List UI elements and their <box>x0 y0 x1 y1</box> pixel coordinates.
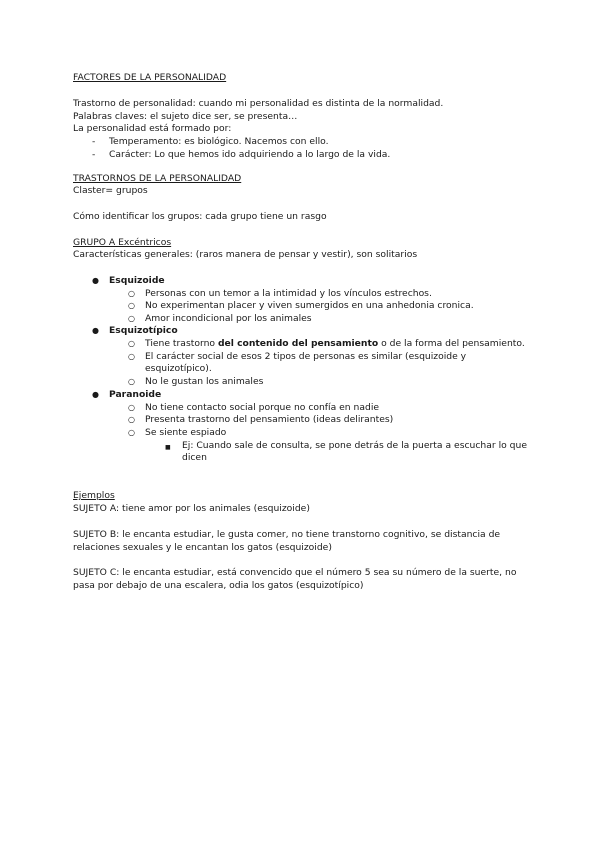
grupo-a-heading: GRUPO A Excéntricos <box>73 237 172 248</box>
intro-composition: La personalidad está formado por: <box>73 123 232 134</box>
esquizotipico-label: Esquizotípico <box>109 325 178 336</box>
temperamento-text: Temperamento: es biológico. Nacemos con ello. <box>109 136 329 147</box>
paranoide-item: Se siente espiado <box>145 427 227 438</box>
bullet-circle: ○ <box>128 352 135 361</box>
bullet-circle: ○ <box>128 428 135 437</box>
bullet-circle: ○ <box>128 289 135 298</box>
esquizoide-item: No experimentan placer y viven sumergidos en una anhedonia cronica. <box>145 300 474 311</box>
esquizoide-label: Esquizoide <box>109 275 165 286</box>
esquizotipico-item: No le gustan los animales <box>145 376 264 387</box>
sujeto-c-text: SUJETO C: le encanta estudiar, está convencido que el número 5 sea su número de la suerte, no pasa por debajo de una escalera, odia los gatos (esquizotípico) <box>73 567 517 591</box>
paranoide-example: Ej: Cuando sale de consulta, se pone detrás de la puerta a escuchar lo que dicen <box>182 440 527 463</box>
ejemplos-heading: Ejemplos <box>73 490 115 501</box>
caracter-text: Carácter: Lo que hemos ido adquiriendo a lo largo de la vida. <box>109 149 391 160</box>
paranoide-item: Presenta trastorno del pensamiento (ideas delirantes) <box>145 414 394 425</box>
identificar-text: Cómo identificar los grupos: cada grupo tiene un rasgo <box>73 211 327 222</box>
esquizotipico-item <box>145 338 525 350</box>
dash-marker: - <box>92 136 96 147</box>
esquizoide-item: Personas con un temor a la intimidad y los vínculos estrechos. <box>145 288 432 299</box>
dash-marker: - <box>92 149 96 160</box>
bullet-circle: ○ <box>128 415 135 424</box>
intro-definition: Trastorno de personalidad: cuando mi personalidad es distinta de la normalidad. <box>73 98 444 109</box>
bullet-circle: ○ <box>128 301 135 310</box>
page-title: FACTORES DE LA PERSONALIDAD <box>73 72 227 83</box>
sujeto-b-text: SUJETO B: le encanta estudiar, le gusta comer, no tiene transtorno cognitivo, se distancia de relaciones sexuales y le encantan los gatos (esquizoide) <box>73 529 501 553</box>
bullet-square: ■ <box>165 444 171 451</box>
esquizoide-item: Amor incondicional por los animales <box>145 313 312 324</box>
bullet-disc: ● <box>92 276 99 285</box>
paranoide-item: No tiene contacto social porque no confía en nadie <box>145 402 380 413</box>
sujeto-a-text: SUJETO A: tiene amor por los animales (esquizoide) <box>73 503 310 514</box>
bullet-disc: ● <box>92 390 99 399</box>
claster-text: Claster= grupos <box>73 185 148 196</box>
bullet-circle: ○ <box>128 314 135 323</box>
bullet-circle: ○ <box>128 377 135 386</box>
intro-keywords: Palabras claves: el sujeto dice ser, se presenta… <box>73 111 298 122</box>
item-bold-text: del contenido del pensamiento <box>217 338 379 349</box>
bullet-circle: ○ <box>128 403 135 412</box>
bullet-circle: ○ <box>128 339 135 348</box>
paranoide-label: Paranoide <box>109 389 162 400</box>
item-text: Tiene trastorno <box>145 338 218 349</box>
trastornos-heading: TRASTORNOS DE LA PERSONALIDAD <box>73 173 242 184</box>
item-text: o de la forma del pensamiento. <box>378 338 525 349</box>
grupo-a-general: Características generales: (raros manera de pensar y vestir), son solitarios <box>73 249 418 260</box>
bullet-disc: ● <box>92 326 99 335</box>
esquizotipico-item: El carácter social de esos 2 tipos de personas es similar (esquizoide y esquizotípico). <box>145 351 467 374</box>
